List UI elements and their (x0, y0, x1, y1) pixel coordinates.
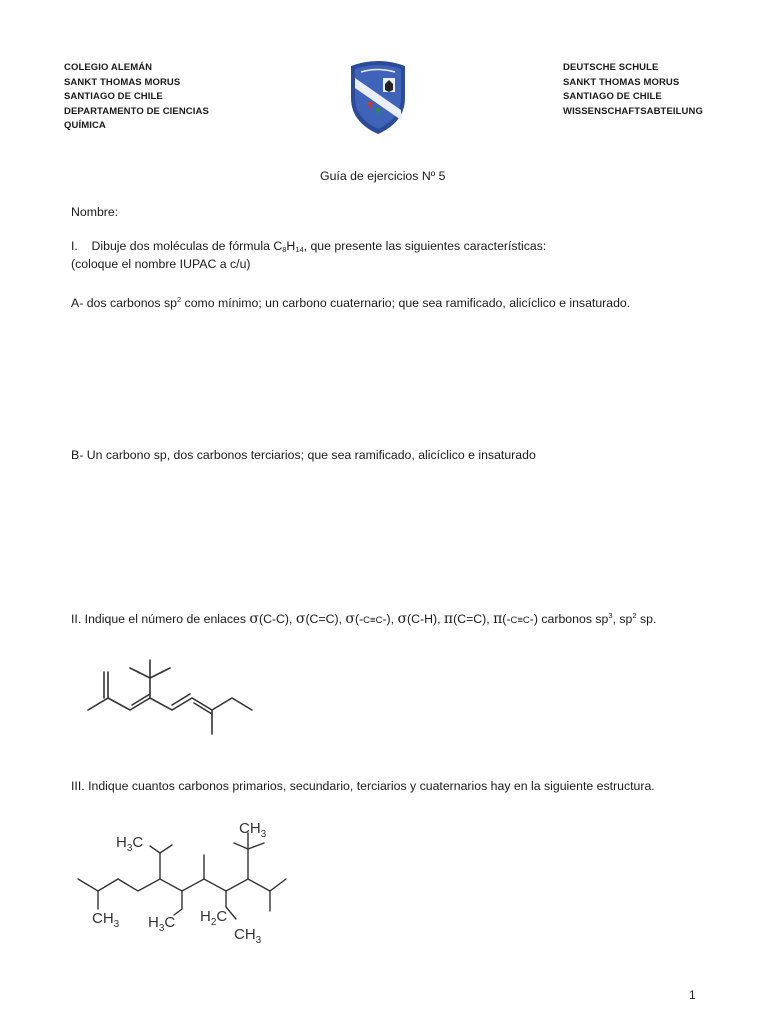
formula-h: H (286, 239, 296, 253)
nombre-label: Nombre: (71, 205, 119, 219)
s2-cc: (C-C), (258, 612, 296, 626)
superscript: 2 (176, 295, 182, 304)
school-crest-icon (347, 58, 409, 136)
header-right (563, 61, 703, 119)
header-right-line: SANKT THOMAS MORUS (563, 76, 680, 88)
pi-symbol: π (443, 611, 454, 627)
sigma-symbol: σ (397, 611, 408, 627)
header-left-line: DEPARTAMENTO DE CIENCIAS (64, 105, 209, 117)
s2-ccd: (C=C), (305, 612, 346, 626)
section-1-note: (coloque el nombre IUPAC a c/u) (71, 257, 251, 271)
s2-ch: (C-H), (407, 612, 444, 626)
molecule-structure-3 (74, 815, 294, 945)
formula-subscript: 14 (295, 245, 304, 254)
label-ch3-top: $CH_3$ (239, 820, 267, 840)
section-3-instruction: III. Indique cuantos carbonos primarios, secundario, terciarios y cuaternarios hay en la siguiente estructura. (71, 779, 655, 793)
section-1-instruction (71, 239, 546, 257)
label-ch3-bottom: $CH_3$ (234, 926, 262, 945)
s2-open: (- (354, 612, 364, 626)
label-h2c: $H_2C$ (200, 908, 228, 928)
sigma-symbol: σ (249, 611, 259, 627)
header-right-line: DEUTSCHE SCHULE (563, 62, 659, 73)
superscript: 2 (632, 611, 637, 620)
s2-close: -) (529, 612, 538, 626)
header-right-line: WISSENSCHAFTSABTEILUNG (563, 105, 703, 117)
section-2-instruction (71, 608, 656, 628)
section-1-text-a: Dibuje dos moléculas de fórmula C (91, 239, 283, 253)
item-b: B- Un carbono sp, dos carbonos terciarios; que sea ramificado, alicíclico e insaturado (71, 448, 536, 462)
section-1-number: I. (71, 239, 78, 253)
header-left-line: QUÍMICA (64, 120, 106, 131)
section-1-text-b: , que presente las siguientes características: (303, 239, 547, 253)
s2-comma-sp: , sp (612, 612, 633, 626)
header-left (64, 61, 209, 134)
pi-symbol: π (493, 611, 503, 627)
item-a (71, 292, 630, 311)
item-a-prefix: A- dos carbonos sp (71, 296, 177, 310)
s2-text: II. Indique el número de enlaces (71, 612, 250, 626)
s2-ccd: (C=C), (453, 612, 494, 626)
sigma-symbol: σ (345, 611, 355, 627)
s2-open: (- (502, 612, 511, 626)
page-number: 1 (689, 988, 696, 1002)
molecule-structure-2 (80, 648, 270, 743)
header-left-line: SANTIAGO DE CHILE (64, 91, 163, 102)
label-h3c-top: $H_3C$ (116, 834, 144, 854)
s2-end: sp. (636, 612, 657, 626)
triple-bond: C≡C (510, 615, 530, 626)
formula-subscript: 8 (282, 245, 287, 254)
sigma-symbol: σ (295, 611, 306, 627)
superscript: 3 (608, 611, 613, 620)
label-h3c-bottom: $H_3C$ (148, 914, 176, 934)
triple-bond: C≡C (363, 615, 383, 626)
header-left-line: SANKT THOMAS MORUS (64, 76, 181, 88)
header-right-line: SANTIAGO DE CHILE (563, 91, 662, 102)
document-title: Guía de ejercicios Nº 5 (320, 169, 446, 183)
s2-close: -), (382, 612, 398, 626)
header-left-line: COLEGIO ALEMÁN (64, 62, 153, 73)
item-a-rest: como mínimo; un carbono cuaternario; que sea ramificado, alicíclico e insaturado. (181, 296, 631, 310)
s2-rest: carbonos sp (537, 612, 609, 626)
label-ch3-left: $CH_3$ (92, 910, 120, 930)
